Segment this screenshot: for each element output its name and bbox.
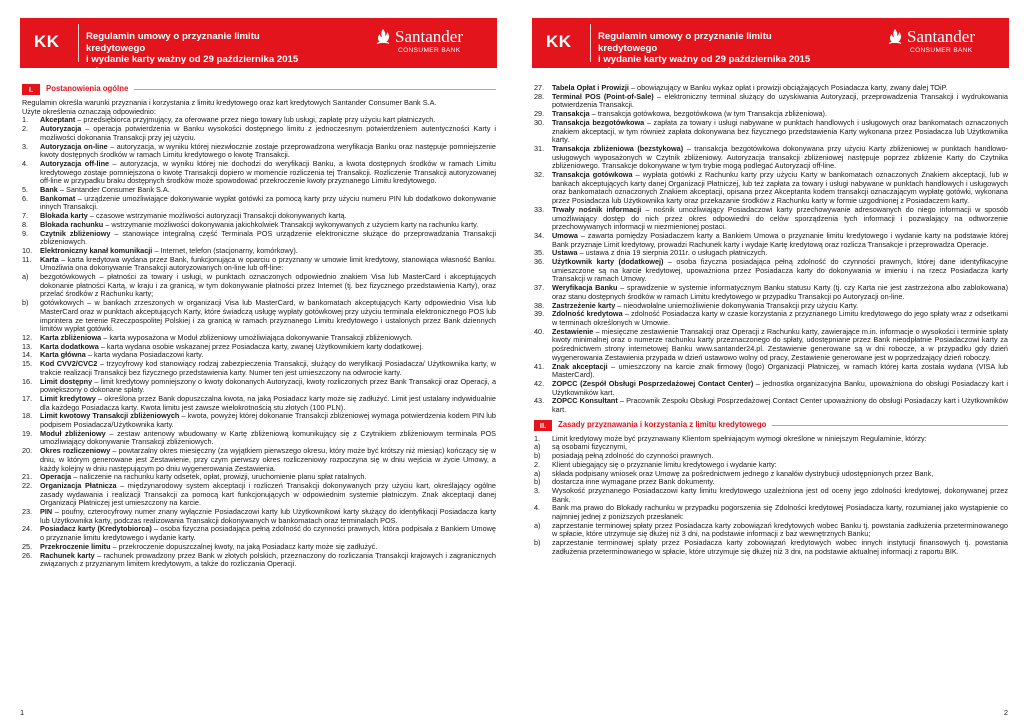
item-term: Autoryzacja on-line (40, 141, 108, 151)
item-definition: – umieszczony na karcie znak firmowy (logo) Organizacji Płatniczej, w ramach której karta została wydana (VISA lub MasterCard). (552, 361, 1008, 380)
intro-paragraph: Regulamin określa warunki przyznania i korzystania z limitu kredytowego oraz kart kredytowych Santander Consumer Bank S.A. (22, 98, 437, 107)
item-text (552, 539, 1008, 556)
list-item (22, 430, 496, 447)
item-definition: – nieodwołalne uniemożliwienie dokonywania Transakcji przy użyciu Karty. (615, 300, 859, 310)
item-term: Limit kredytowy (40, 393, 96, 403)
item-text (552, 310, 1008, 327)
item-definition: zaprzestanie terminowej spłaty przez Posiadacza karty zobowiązań kredytowych wobec Banku tj. powstania zadłużenia przeterminowanego w spłacie, które utrzymuje się dłużej niż 3 dni, na podstawie informacji z baz wewnętrznych Banku; (552, 520, 1008, 539)
list-item (534, 504, 1008, 521)
item-definition: – urządzenie umożliwiające dokonywanie wypłat gotówki za pomocą karty przy użyciu numeru PIN lub dodatkowo dokonywanie innych Transakcji. (40, 193, 496, 212)
item-number: b) (22, 298, 29, 308)
item-text (552, 504, 1008, 521)
item-number: 3. (534, 485, 541, 495)
list-item (22, 378, 496, 395)
item-term: ZOPCC (Zespół Obsługi Posprzedażowej Contact Center) (552, 378, 754, 388)
item-term: Zestawienie (552, 326, 594, 336)
section-number: I. (22, 84, 40, 95)
item-definition: posiadają pełną zdolność do czynności prawnych. (552, 451, 714, 461)
item-definition: – operacja potwierdzenia w Banku wysokości dostępnego limitu z jednoczesnym potwierdzeniem autentyczności Karty i możliwości dokonania Transakcji przy jej użyciu. (40, 124, 496, 142)
list-item (534, 539, 1008, 556)
item-term: Autoryzacja off-line (40, 158, 110, 168)
item-number: 2. (22, 124, 29, 134)
item-text (40, 299, 496, 334)
item-text (552, 171, 1008, 206)
item-text (40, 552, 496, 569)
item-definition: – osoba fizyczna posiadająca pełną zdolność do czynności prawnych, która podpisała z Bankiem Umowę o przyznanie limitu kredytowego i wydanie karty. (40, 524, 496, 543)
item-number: 6. (22, 193, 29, 203)
item-definition: – Pracownik Zespołu Obsługi Posprzedażowej Contact Center upoważniony do obsługi Posiadaczy kart i Użytkowników kart. (552, 396, 1008, 415)
item-number: b) (534, 477, 541, 487)
section-number: II. (534, 420, 552, 431)
banner-divider (78, 24, 79, 62)
item-number: b) (534, 451, 541, 461)
list-item (22, 195, 496, 212)
item-number: 33. (534, 204, 545, 214)
item-number: 27. (534, 83, 545, 92)
item-text (40, 125, 496, 142)
item-definition: bezgotówkowych – płatności za towary i usługi, w punktach oznaczonych odpowiednio znakiem Visa lub MasterCard i akceptujących dokonanie płatności Kartą, w kraju i za granicą, w tym dokonywanie płatności przez Internet (tj. bez fizycznego przedstawienia Karty), oraz przelać środków z Rachunku karty; (40, 272, 496, 299)
item-number: 15. (22, 359, 33, 369)
item-term: Transakcja bezgotówkowa (552, 117, 645, 127)
item-term: Tabela Opłat i Prowizji (552, 83, 629, 92)
item-number: 35. (534, 248, 545, 258)
item-term: Karta (40, 254, 59, 264)
page-number: 1 (20, 708, 25, 717)
item-term: Kod CVV2/CVC2 (40, 359, 98, 369)
flame-icon (375, 28, 391, 45)
item-text (40, 395, 496, 412)
list-item (22, 360, 496, 377)
item-term: Okres rozliczeniowy (40, 446, 111, 456)
item-definition: – wstrzymanie możliwości dokonywania jakichkolwiek Transakcji wykonywanych z użyciem karty na rachunku karty. (103, 219, 479, 229)
item-number: 5. (22, 185, 29, 195)
item-term: Użytkownik karty (dodatkowej) (552, 257, 664, 267)
item-number: 17. (22, 393, 33, 403)
page-1-content (22, 84, 496, 569)
item-text (552, 206, 1008, 232)
item-number: 41. (534, 361, 545, 371)
item-definition: – Internet, telefon (stacjonarny, komórkowy). (152, 245, 298, 255)
item-number: 22. (22, 480, 33, 490)
list-item (534, 171, 1008, 206)
list-item (22, 447, 496, 473)
doc-code: KK (546, 32, 572, 51)
page-2 (512, 0, 1024, 727)
item-definition: – zawarta pomiędzy Posiadaczem karty a Bankiem Umowa o przyznanie limitu kredytowego i wydanie karty na podstawie której Bank przyznaje Limit kredytowy, prowadzi Rachunek karty i wydaje Kartę kredytową oraz rozlicza Transakcje i przeprowadza Operacje. (552, 230, 1008, 249)
brand-sub: CONSUMER BANK (398, 47, 461, 54)
item-term: Blokada karty (40, 211, 88, 221)
item-definition: – elektroniczny terminal służący do uzyskiwania Autoryzacji, przeprowadzenia Transakcji i wydrukowania potwierdzenia Transakcji. (552, 91, 1008, 110)
list-item (534, 119, 1008, 145)
doc-title-line1: Regulamin umowy o przyznanie limitu kredytowego (598, 31, 772, 54)
item-text (40, 508, 496, 525)
item-text (40, 256, 496, 273)
item-text (40, 482, 496, 508)
item-definition: – miesięczne zestawienie Transakcji oraz Operacji z Rachunku karty, zawierające m.in. informacje o wysokości i terminie spłaty kwoty minimalnej oraz o numerze rachunku karty przeznaczonego do spłaty, udostępniane przez Bank nieodpłatnie Posiadaczowi karty za pośrednictwem strony internetowej Banku www.santander24.pl. Zestawienie generowane są w dni robocze, a w przypadku gdy dzień wygenerowania Zestawienia przypada w dzień ustawowo wolny od pracy, Zestawienie generowane jest w poprzedzający dzień roboczy. (552, 326, 1008, 362)
doc-title-line2: i wydanie karty ważny od 29 października 2015 roku (598, 54, 811, 77)
item-number: a) (22, 272, 29, 282)
item-number: 4. (534, 503, 541, 513)
item-term: Znak akceptacji (552, 361, 608, 371)
list-item (22, 508, 496, 525)
item-definition: – Santander Consumer Bank S.A. (57, 185, 170, 195)
item-term: Karta zbliżeniowa (40, 332, 102, 342)
item-term: Autoryzacja (40, 124, 82, 134)
list-item (534, 258, 1008, 284)
section-title: Postanowienia ogólne (46, 84, 129, 94)
item-definition: – autoryzacja, w wyniku której nie dochodzi do weryfikacji Banku, a kwota dostępnych środków w ramach Limitu kredytowego zostaje pomniejszona o kwotę Transakcji dopiero w momencie rozliczenia tej Transakcji. Rozliczenie Transakcji autoryzowanej off-line w przypadku braku dostępnych środków może spowodować przekroczenie kwoty przyznanego Limitu kredytowego. (40, 158, 496, 186)
item-number: a) (534, 520, 541, 530)
item-number: a) (534, 468, 541, 478)
item-text (40, 143, 496, 160)
item-definition: składa podpisany wniosek oraz Umowę za pośrednictwem jednego z kanałów dystrybucji udostępnionych przez Bank, (552, 468, 934, 478)
flame-icon (887, 28, 903, 45)
list-item (534, 232, 1008, 249)
item-number: 10. (22, 245, 33, 255)
item-text (40, 447, 496, 473)
header-banner (20, 18, 497, 77)
item-term: Karta dodatkowa (40, 341, 99, 351)
item-number: 36. (534, 257, 545, 267)
item-term: Weryfikacja Banku (552, 283, 618, 293)
banner-divider (590, 24, 591, 62)
item-number: b) (534, 538, 541, 548)
item-definition: – limit kredytowy pomniejszony o kwoty dokonanych Autoryzacji, kwoty rozliczonych przez Bank Transakcji oraz Operacji, a powiększony o dokonane spłaty. (40, 376, 496, 395)
item-text (552, 380, 1008, 397)
section-rule (134, 89, 496, 90)
item-definition: – zestaw antenowy wbudowany w Kartę zbliżeniową komunikujący się z Czytnikiem zbliżeniowym terminala POS umożliwiający dokonywanie Transakcji zbliżeniowych. (40, 428, 496, 447)
item-definition: zaprzestanie terminowej spłaty przez Posiadacza karty zobowiązań kredytowych wobec innych instytucji finansowych tj. powstania zadłużenia przeterminowanego w spłacie, które utrzymuje się dłużej niż 3 dni, na podstawie aktualnej informacji z raportu BIK. (552, 538, 1008, 556)
item-definition: – ustawa z dnia 19 sierpnia 2011r. o usługach płatniczych. (577, 248, 768, 258)
item-text (552, 145, 1008, 171)
item-number: a) (534, 442, 541, 452)
doc-title-line2: i wydanie karty ważny od 29 października 2015 roku (86, 54, 299, 77)
item-number: 8. (22, 219, 29, 229)
doc-title-line1: Regulamin umowy o przyznanie limitu kredytowego (86, 31, 260, 54)
item-definition: – rachunek prowadzony przez Bank w złotych polskich, przeznaczony do rozliczania Transakcji krajowych i zagranicznych związanych z przyznanym limitem kredytowym, a także do rozliczania Operacji. (40, 550, 496, 569)
santander-logo (887, 27, 1002, 54)
item-definition: – wypłata gotówki z Rachunku karty przy użyciu Karty w bankomatach oznaczonych Znakiem akceptacji, lub w bankach akceptujących karty danej Organizacji Płatniczej, lub też zapłata za towary i usługi nabywane w punktach handlowych i usługowych oraz bankomatach oznaczonych Znakiem akceptacji, opisana przez Akceptanta kodem transakcji oznaczającym wypłatę gotówki, wykonana przez Posiadacza lub Użytkownika karty oraz przekazanie środków z Rachunku karty w formie uzgodnionej z Posiadaczem karty. (552, 170, 1009, 206)
item-term: Czytnik zbliżeniowy (40, 228, 111, 238)
item-definition: – naliczenie na rachunku karty odsetek, opłat, prowizji, uruchomienie planu spłat ratalnych. (71, 472, 367, 482)
section-rule (772, 425, 1008, 426)
item-definition: – karta wydana Posiadaczowi karty. (85, 350, 204, 360)
item-definition: – przedsiębiorca przyjmujący, za oferowane przez niego towary lub usługi, zapłatę przy użyciu kart płatniczych. (75, 115, 436, 125)
item-term: Operacja (40, 472, 72, 482)
doc-title (86, 31, 316, 77)
brand-name: Santander (907, 27, 975, 46)
item-term: Ustawa (552, 248, 578, 258)
item-term: PIN (40, 507, 53, 517)
doc-code: KK (34, 32, 60, 51)
list-item (22, 395, 496, 412)
item-number: 31. (534, 143, 545, 153)
item-definition: – karta wyposażona w Moduł zbliżeniowy umożliwiająca dokonywanie Transakcji zbliżeniowych. (101, 332, 413, 342)
item-number: 14. (22, 350, 33, 360)
item-definition: Wysokość przyznanego Posiadaczowi karty limitu kredytowego uzależniona jest od oceny jego zdolności kredytowej, dokonywanej przez Bank. (552, 485, 1008, 504)
item-text (40, 360, 496, 377)
header-banner (532, 18, 1009, 77)
item-definition: – kwota, powyżej której dokonanie Transakcji zbliżeniowej wymaga potwierdzenia kodem PIN lub podpisem Posiadacza/Użytkownika karty. (40, 411, 496, 430)
item-definition: gotówkowych – w bankach zrzeszonych w organizacji Visa lub MasterCard, w bankomatach akceptujących Karty odpowiednio Visa lub MasterCard oraz w punktach akceptujących Karty, które świadczą usługę wypłaty gotówkowej przy użyciu terminala elektronicznego POS lub imprinterа ze terenie Rzeczpospolitej Polskiej i za granicą w ramach przyznanego Limitu kredytowego i ustalonych przez Bank dziennych limitów wypłat gotówki. (40, 298, 496, 334)
item-definition: – nośnik umożliwiający Posiadaczowi karty przechowywanie adresowanych do niego informacji w sposób umożliwiający dostęp do nich przez okres odpowiedni do celów sporządzenia tych informacji i pozwalający na odtworzenie przechowywanych informacji w niezmienionej postaci. (552, 204, 1009, 232)
item-number: 25. (22, 541, 33, 551)
intro-definitions-lead: Użyte określenia oznaczają odpowiednio: (22, 106, 156, 116)
item-definition: – transakcja bezgotówkowa dokonywana przy użyciu Karty zbliżeniowej w punktach handlowo-usługowych wyposażonych w Czytnik zbliżeniowy. Autoryzacja transakcji zbliżeniowej następuje poprzez zbliżenie Karty do Czytnika zbliżeniowego. Transakcje dokonywane w tym trybie mogą podlegać Autoryzacji off-line. (552, 143, 1008, 171)
item-term: Bank (40, 185, 58, 195)
list-item (534, 310, 1008, 327)
list-item (534, 206, 1008, 232)
list-item (22, 482, 496, 508)
item-term: Przekroczenie limitu (40, 541, 111, 551)
item-number: 43. (534, 396, 545, 406)
item-definition: Bank ma prawo do Blokady rachunku w przypadku pogorszenia się Zdolności kredytowej Posiadacza karty, rozumianej jako wystąpienie co najmniej jednej z poniższych przesłanek: (552, 503, 1008, 522)
brand-name: Santander (395, 27, 463, 46)
item-term: Rachunek karty (40, 550, 95, 560)
list-item (22, 230, 496, 247)
section-header (22, 84, 496, 95)
item-definition: Klient ubiegający się o przyznanie limitu kredytowego i wydanie karty: (552, 459, 777, 469)
item-text (40, 412, 496, 429)
list-subitem (22, 273, 496, 299)
item-definition: – autoryzacja, w wyniku której niezwłocznie zostaje przeprowadzona weryfikacja Banku oraz następuje pomniejszenie kwoty dostępnych środków w ramach Limitu kredytowego o kwotę Transakcji. (40, 141, 496, 160)
section-title: Zasady przyznawania i korzystania z limitu kredytowego (558, 419, 767, 429)
list-item (22, 143, 496, 160)
list-item (22, 256, 496, 273)
list-item (534, 284, 1008, 301)
item-term: Elektroniczny kanał komunikacji (40, 245, 153, 255)
list-item (534, 397, 1008, 414)
item-text (552, 258, 1008, 284)
item-number: 38. (534, 300, 545, 310)
item-definition: – karta kredytowa wydana przez Bank, funkcjonująca w oparciu o przyznany w umowie limit kredytowy, stanowiąca własność Banku. Umożliwia ona dokonywanie Transakcji autoryzowanych on-line lub off-line: (40, 254, 496, 273)
item-number: 18. (22, 411, 33, 421)
item-definition: – zapłata za towary i usługi nabywane w punktach handlowych i usługowych oraz bankomatach oznaczonych znakiem akceptacji, w tym również zapłata dokonywana bez fizycznego przedstawienia Karty wykonana przez Posiadacza lub Użytkownika karty. (552, 117, 1008, 145)
list-subitem (22, 299, 496, 334)
item-term: Limit kwotowy Transakcji zbliżeniowych (40, 411, 180, 421)
item-text (40, 378, 496, 395)
item-term: Umowa (552, 230, 578, 240)
item-text (40, 160, 496, 186)
item-number: 23. (22, 507, 33, 517)
item-number: 9. (22, 228, 29, 238)
item-number: 13. (22, 341, 33, 351)
item-term: Posiadacz karty (Kredytobiorca) (40, 524, 152, 534)
item-number: 21. (22, 472, 33, 482)
item-number: 24. (22, 524, 33, 534)
list-item (534, 363, 1008, 380)
item-text (552, 284, 1008, 301)
item-number: 28. (534, 91, 545, 101)
item-text (552, 328, 1008, 363)
item-definition: – sprawdzenie w systemie informatycznym Banku statusu Karty (tj. czy Karta nie jest zastrzeżona albo zablokowana) oraz stanu dostępnych środków w ramach Limitu kredytowego w przypadku Transakcji po Autoryzacji on-line. (552, 283, 1008, 301)
item-number: 11. (22, 254, 32, 264)
item-number: 19. (22, 428, 33, 438)
list-item (534, 145, 1008, 171)
item-number: 12. (22, 332, 33, 342)
item-definition: Limit kredytowy może być przyznawany Klientom spełniającym wymogi określone w niniejszym Regulaminie, którzy: (552, 433, 927, 443)
item-term: Transakcja (552, 109, 590, 119)
item-term: Terminal POS (Point-of-Sale) (552, 91, 654, 101)
item-term: Trwały nośnik informacji (552, 204, 642, 214)
list-item (534, 522, 1008, 539)
item-definition: – stanowiące integralną część Terminala POS urządzenie elektroniczne służące do przeprowadzania Transakcji zbliżeniowych. (40, 228, 496, 247)
item-number: 29. (534, 109, 545, 119)
item-term: Transakcja gotówkowa (552, 170, 633, 180)
item-number: 34. (534, 230, 545, 240)
item-number: 3. (22, 141, 29, 151)
list-item (22, 525, 496, 542)
item-term: Akceptant (40, 115, 76, 125)
item-number: 40. (534, 326, 545, 336)
item-definition: – powtarzalny okres miesięczny (za wyjątkiem pierwszego okresu, który może być krótszy niż miesiąc) kończący się w dniu, w którym generowane jest Zestawienie, przy czym pierwszy okres rozliczeniowy rozpoczyna się w dniu wejścia w życie Umowy, a każdy kolejny w dniu następującym po dniu wygenerowania Zestawienia. (40, 446, 496, 473)
list-item (22, 412, 496, 429)
item-definition: – zdolność Posiadacza karty w czasie korzystania z przyznanego Limitu kredytowego do jego spłaty wraz z odsetkami w terminach określonych w Umowie. (552, 309, 1008, 327)
item-term: Blokada rachunku (40, 219, 104, 229)
item-text (552, 119, 1008, 145)
item-number: 16. (22, 376, 33, 386)
item-text (40, 230, 496, 247)
item-text (40, 430, 496, 447)
list-item (22, 125, 496, 142)
list-item (22, 160, 496, 186)
item-number: 20. (22, 446, 33, 456)
doc-title (598, 31, 828, 77)
item-number: 26. (22, 550, 33, 560)
section-header (534, 420, 1008, 431)
santander-logo (375, 27, 490, 54)
item-definition: – trzycyfrowy kod stanowiący rodzaj zabezpieczenia Transakcji, służący do weryfikacji Posiadacza/ Użytkownika karty, w trakcie realizacji Transakcji bez fizycznego przedstawienia karty. Numer ten jest umieszczony na odwrocie karty. (40, 359, 497, 377)
item-definition: – czasowe wstrzymanie możliwości autoryzacji Transakcji dokonywanych kartą. (87, 211, 347, 221)
list-item (534, 328, 1008, 363)
page-2-content (534, 84, 1008, 557)
item-definition: – międzynarodowy system akceptacji i rozliczeń Transakcji dokonywanych przy użyciu kart, określający ogólne zasady wydawania i realizacji Transakcji za pomocą kart funkcjonujących w odpowiednim systemie płatniczym. Znak akceptacji danej Organizacji Płatniczej jest umieszczony na karcie. (40, 480, 496, 508)
item-term: Zastrzeżenie karty (552, 300, 616, 310)
item-term: Bankomat (40, 193, 76, 203)
item-definition: dostarcza inne wymagane przez Bank dokumenty. (552, 477, 715, 487)
item-term: Transakcja zbliżeniowa (bezstykowa) (552, 143, 684, 153)
item-number: 4. (22, 158, 29, 168)
item-text (40, 525, 496, 542)
item-definition: są osobami fizycznymi, (552, 442, 628, 452)
item-text (552, 363, 1008, 380)
item-term: ZOPCC Konsultant (552, 396, 618, 406)
item-text (552, 232, 1008, 249)
item-definition: – osoba fizyczna posiadająca pełną zdolność do czynności prawnych, której dane identyfikacyjne umieszczone są na karcie kredytowej, upoważniona przez Posiadacza karty do dokonywania w imieniu i na rzecz Posiadacza karty Transakcji w ramach Umowy. (552, 257, 1008, 284)
item-number: 32. (534, 170, 545, 180)
item-text (552, 397, 1008, 414)
item-term: Karta główna (40, 350, 86, 360)
item-term: Zdolność kredytowa (552, 309, 623, 319)
item-definition: – transakcja gotówkowa, bezgotówkowa (w tym Transakcja zbliżeniowa). (589, 109, 827, 119)
item-definition: – obowiązujący w Banku wykaz opłat i prowizji obciążających Posiadacza karty, zwany dalej TOiP. (628, 83, 948, 92)
item-number: 2. (534, 459, 541, 469)
item-term: Organizacja Płatnicza (40, 480, 117, 490)
item-definition: – jednostka organizacyjna Banku, upoważniona do obsługi Posiadaczy kart i Użytkowników kart. (552, 378, 1008, 397)
item-definition: – poufny, czterocyfrowy numer znany wyłącznie Posiadaczowi karty lub Użytkownikowi karty służący do identyfikacji Posiadacza karty lub Użytkownika karty, podczas realizowania Transakcji dokonywanych w bankomatach oraz terminalach POS. (40, 507, 496, 525)
item-text (40, 273, 496, 299)
list-item (22, 552, 496, 569)
item-definition: – karta wydana osobie wskazanej przez Posiadacza karty, zwanej Użytkownikiem karty dodatkowej. (98, 341, 424, 351)
item-text (552, 487, 1008, 504)
item-number: 30. (534, 117, 545, 127)
item-number: 1. (534, 433, 541, 443)
item-number: 39. (534, 309, 545, 319)
list-item (534, 487, 1008, 504)
item-number: 37. (534, 283, 545, 293)
item-definition: – przekroczenie dopuszczalnej kwoty, na jaką Posiadacz karty może się zadłużyć. (110, 541, 378, 551)
page-number: 2 (1003, 708, 1008, 717)
brand-sub: CONSUMER BANK (910, 47, 973, 54)
item-number: 42. (534, 378, 545, 388)
list-item (534, 380, 1008, 397)
item-definition: – określona przez Bank dopuszczalna kwota, na jaką Posiadacz karty może się zadłużyć. Limit jest ustalany indywidualnie dla każdego Posiadacza karty. Kwota limitu jest zawsze wielokrotnością stu złotych (100 PLN). (40, 393, 496, 412)
item-text (40, 195, 496, 212)
item-term: Moduł zbliżeniowy (40, 428, 106, 438)
item-number: 7. (22, 211, 29, 221)
item-text (552, 522, 1008, 539)
list-item (534, 93, 1008, 110)
item-number: 1. (22, 115, 29, 125)
item-text (552, 93, 1008, 110)
item-term: Limit dostępny (40, 376, 93, 386)
